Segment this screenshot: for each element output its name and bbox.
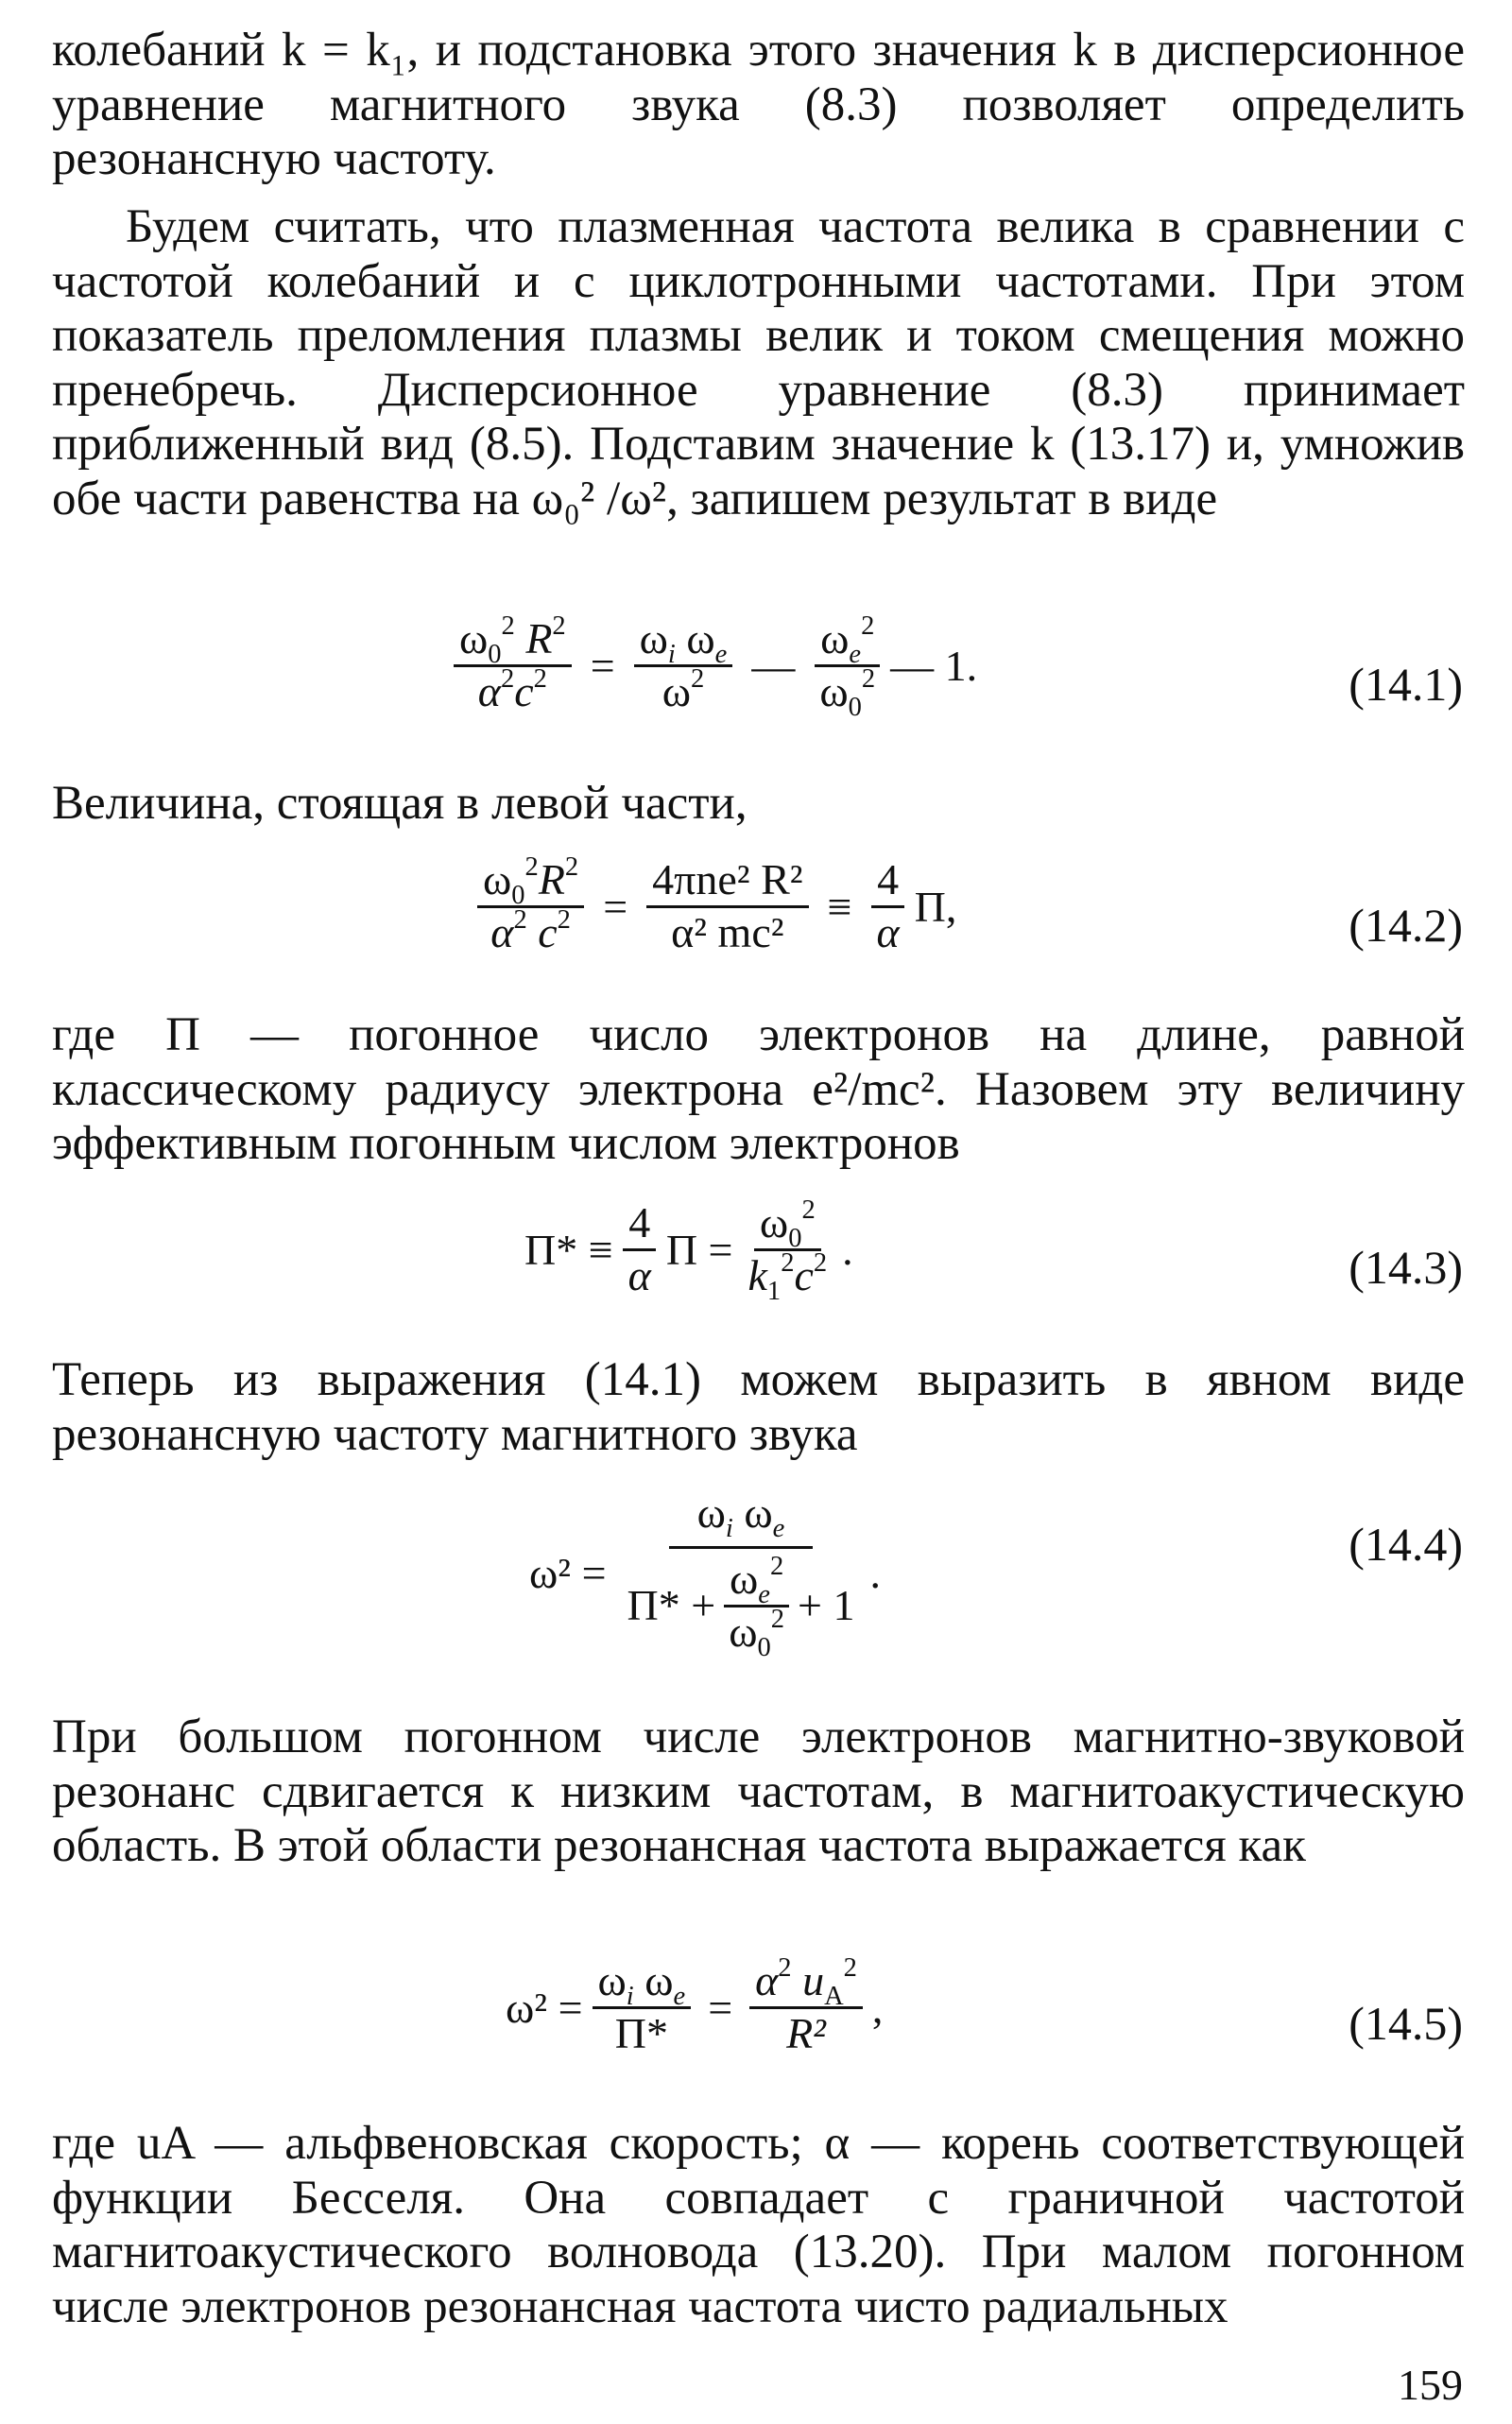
equation-number-14-3: (14.3) <box>1349 1241 1463 1294</box>
eq2-rhs-numerator: 4 <box>871 855 904 908</box>
paragraph-5: Теперь из выражения (14.1) можем выразить в явном виде резонансную частоту магнитного звука <box>52 1353 1465 1461</box>
equation-number-14-5: (14.5) <box>1349 1997 1463 2050</box>
eq2-middle-denominator: α² mc² <box>671 907 784 956</box>
equation-14-3: Π* ≡ $\frac{4}{\alpha}$ Π = $\frac{\omega_0^2}{k_1^2c^2}$ . <box>524 1195 853 1306</box>
paragraph-4: где Π — погонное число электронов на длине, равной классическому радиусу электрона e²/mc². Назовем эту величину эффективным погонным числом электронов <box>52 1008 1465 1170</box>
eq2-middle-fraction <box>646 855 808 958</box>
equation-number-14-4: (14.4) <box>1349 1518 1463 1571</box>
equation-14-4: ω² = $\omega_i$ $\omega_e$ Π* + $\frac{\omega_e^2}{\omega_0^2}$ + 1 . <box>529 1488 881 1662</box>
paragraph-3: Величина, стоящая в левой части, <box>52 777 747 830</box>
equation-14-2: $\frac{\omega_0^2R^2}{\alpha^2 c^2}$ = $\frac{\text{4πne² R²}}{\text{α² mc²}}$ ≡ $\frac{4}{\alpha}$ Π, <box>468 855 956 958</box>
equation-14-1: $\frac{\omega_0^2 R^2}{\alpha^2c^2}$ = $\frac{\omega_i \omega_e}{\omega^2}$ — $\frac{\omega_e^2}{\omega_0^2}$ — 1. <box>444 614 977 717</box>
paragraph-7: где uA — альфвеновская скорость; α — корень соответствующей функции Бесселя. Она совпадает с граничной частотой магнитоакустического волновода (13.20). При малом погонном числе электронов резонансная частота чисто радиальных <box>52 2117 1465 2333</box>
page-number: 159 <box>1398 2361 1463 2409</box>
eq4-fraction: $\omega_i$ $\omega_e$ Π* + $\frac{\omega_e^2}{\omega_0^2}$ + 1 <box>627 1488 855 1662</box>
eq1-term1-fraction: $\frac{\omega_i \omega_e}{\omega^2}$ <box>634 614 733 717</box>
eq4-lhs: ω² = <box>529 1548 607 1597</box>
paragraph-6: При большом погонном числе электронов магнитно-звуковой резонанс сдвигается к низким частотам, в магнитоакустическую область. В этой области резонансная частота выражается как <box>52 1711 1465 1872</box>
paragraph-2: Будем считать, что плазменная частота велика в сравнении с частотой колебаний и с циклотронными частотами. При этом показатель преломления плазмы велик и током смещения можно пренебречь. Дисперсионное уравнение (8.3) принимает приближенный вид (8.5). Подставим значение k (13.17) и, умножив обе части равенства на ω₀² /ω², запишем результат в виде <box>52 200 1465 525</box>
eq4-den-suffix: + 1 <box>798 1580 855 1629</box>
equation-number-14-1: (14.1) <box>1349 658 1463 711</box>
eq4-den-prefix: Π* + <box>627 1580 716 1629</box>
eq2-lhs-fraction: $\frac{\omega_0^2R^2}{\alpha^2 c^2}$ <box>477 855 584 958</box>
eq3-numerator: 4 <box>623 1198 656 1251</box>
eq5-rhs-fraction: $\frac{\alpha^2 u_A^2}{\text{R²}}$ <box>749 1956 863 2059</box>
equation-number-14-2: (14.2) <box>1349 899 1463 952</box>
eq5-middle-denominator: Π* <box>614 2008 668 2057</box>
eq5-rhs-denominator: R² <box>786 2008 826 2057</box>
eq5-middle-fraction: $\frac{\omega_i \omega_e}{\Pi*}$ <box>593 1956 692 2059</box>
equation-14-5: ω² = $\frac{\omega_i \omega_e}{\Pi*}$ = $\frac{\alpha^2 u_A^2}{\text{R²}}$ , <box>506 1953 884 2057</box>
paragraph-1: колебаний k = k₁, и подстановка этого значения k в дисперсионное уравнение магнитного звука (8.3) позволяет определить резонансную частоту. <box>52 24 1465 185</box>
eq2-tail: Π, <box>914 882 957 931</box>
eq1-lhs-fraction: $\frac{\omega_0^2 R^2}{\alpha^2c^2}$ <box>454 614 572 717</box>
eq2-rhs-denominator: α <box>876 907 900 956</box>
eq3-denominator: α <box>627 1250 651 1299</box>
eq1-minus-one: — 1. <box>890 641 978 690</box>
eq4-inner-fraction: $\frac{\omega_e^2}{\omega_0^2}$ <box>723 1555 790 1658</box>
eq3-lhs: Π* ≡ <box>524 1225 613 1274</box>
eq2-middle-numerator: 4πne² R² <box>646 855 808 908</box>
eq3-middle: Π = <box>665 1225 733 1274</box>
eq2-rhs-fraction <box>871 855 905 958</box>
eq1-term2-fraction: $\frac{\omega_e^2}{\omega_0^2}$ <box>814 614 881 717</box>
eq3-rhs-fraction: $\frac{\omega_0^2}{k_1^2c^2}$ <box>747 1195 828 1306</box>
eq5-lhs: ω² = <box>506 1983 583 2032</box>
eq3-fraction <box>623 1198 657 1301</box>
